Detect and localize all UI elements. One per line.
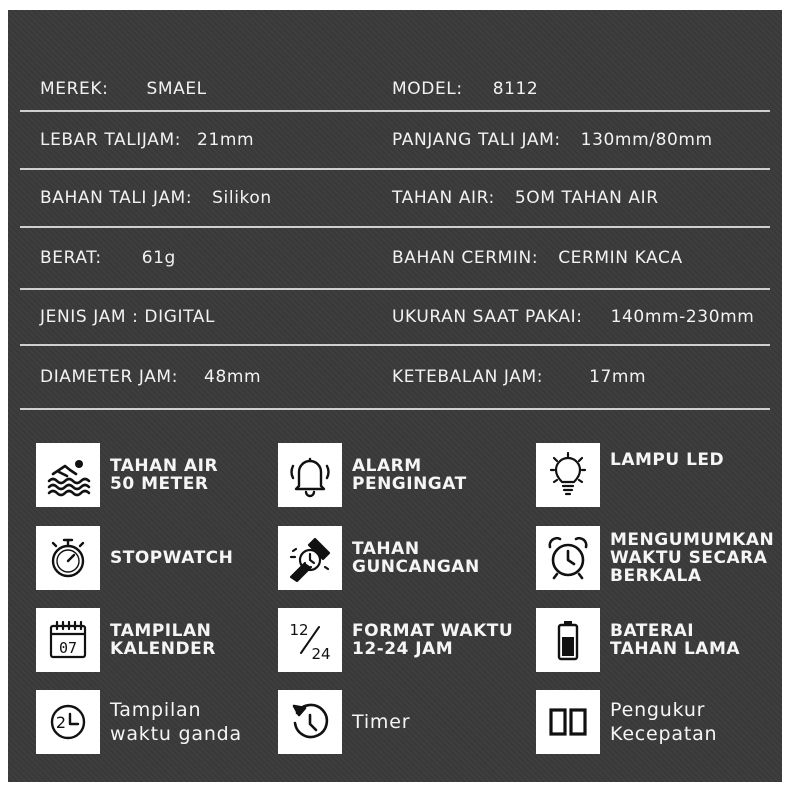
feature-waterproof	[36, 443, 218, 507]
alarm-bell-icon	[278, 443, 342, 507]
alarm-clock-icon	[536, 526, 600, 590]
spec-label: KETEBALAN JAM:	[392, 367, 544, 387]
spec-label: LEBAR TALIJAM:	[40, 130, 182, 150]
spec-label: JENIS JAM : DIGITAL	[40, 307, 216, 327]
spec-table	[20, 68, 770, 410]
feature-speed	[536, 690, 717, 754]
spec-label: BERAT:	[40, 248, 102, 268]
feature-label: TAMPILAN KALENDER	[110, 621, 216, 659]
feature-label: LAMPU LED	[610, 450, 725, 470]
light-bulb-icon	[536, 443, 600, 507]
calendar-icon	[36, 608, 100, 672]
feature-label: FORMAT WAKTU 12-24 JAM	[352, 621, 514, 659]
spec-row	[20, 346, 770, 410]
spec-value: 140mm-230mm	[610, 307, 755, 327]
feature-hourly-chime	[536, 526, 774, 590]
spec-value: 61g	[141, 248, 176, 268]
feature-battery	[536, 608, 740, 672]
spec-value: 8112	[492, 79, 539, 99]
spec-row	[20, 170, 770, 228]
svg-text:07: 07	[58, 639, 78, 657]
spec-row	[20, 290, 770, 346]
spec-value: 21mm	[197, 130, 255, 150]
spec-label: TAHAN AIR:	[392, 188, 495, 208]
feature-label: TAHAN GUNCANGAN	[352, 539, 480, 577]
feature-led	[536, 443, 724, 507]
svg-text:24: 24	[311, 645, 331, 663]
feature-alarm	[278, 443, 467, 507]
battery-icon	[536, 608, 600, 672]
spec-row	[20, 228, 770, 290]
feature-label: STOPWATCH	[110, 548, 234, 568]
spec-label: BAHAN TALI JAM:	[40, 188, 193, 208]
spec-label: DIAMETER JAM:	[40, 367, 179, 387]
spec-label: UKURAN SAAT PAKAI:	[392, 307, 583, 327]
spec-panel	[8, 10, 782, 782]
feature-stopwatch	[36, 526, 233, 590]
swimmer-icon	[36, 443, 100, 507]
spec-value: 48mm	[204, 367, 262, 387]
stopwatch-icon	[36, 526, 100, 590]
spec-label: PANJANG TALI JAM:	[392, 130, 561, 150]
spec-label: MODEL:	[392, 79, 463, 99]
svg-text:2: 2	[55, 713, 67, 732]
feature-label: TAHAN AIR 50 METER	[110, 456, 219, 494]
spec-value: SMAEL	[146, 79, 207, 99]
spec-value: Silikon	[212, 188, 272, 208]
feature-label: Pengukur Kecepatan	[610, 699, 718, 745]
feature-label: ALARM PENGINGAT	[352, 456, 467, 494]
spec-value: CERMIN KACA	[558, 248, 683, 268]
spec-value: 5OM TAHAN AIR	[514, 188, 659, 208]
feature-label: Tampilan waktu ganda	[110, 699, 242, 745]
feature-label: BATERAI TAHAN LAMA	[610, 621, 741, 659]
feature-time-format	[278, 608, 513, 672]
feature-dual-time	[36, 690, 242, 754]
dual-time-icon	[36, 690, 100, 754]
spec-label: BAHAN CERMIN:	[392, 248, 539, 268]
spec-label: MEREK:	[40, 79, 109, 99]
timer-icon	[278, 690, 342, 754]
svg-text:12: 12	[289, 621, 309, 639]
feature-timer	[278, 690, 410, 754]
spec-value: 17mm	[589, 367, 647, 387]
feature-shockproof	[278, 526, 480, 590]
feature-label: Timer	[352, 711, 411, 733]
spec-row	[20, 112, 770, 170]
shockproof-watch-icon	[278, 526, 342, 590]
speedometer-digits-icon	[536, 690, 600, 754]
spec-value: 130mm/80mm	[580, 130, 713, 150]
time-format-icon	[278, 608, 342, 672]
feature-calendar	[36, 608, 216, 672]
feature-label: MENGUMUMKAN WAKTU SECARA BERKALA	[610, 530, 775, 586]
spec-row	[20, 68, 770, 112]
